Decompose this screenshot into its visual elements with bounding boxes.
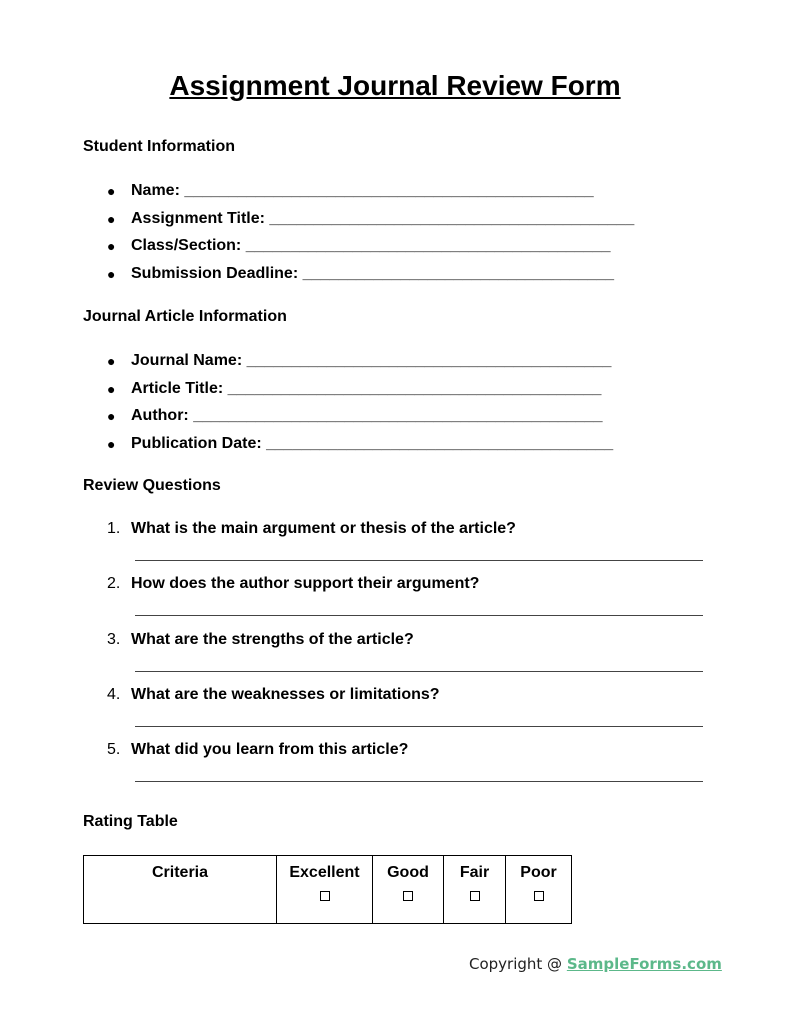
rating-column-good: Good: [373, 856, 444, 924]
student-info-heading: Student Information: [83, 138, 235, 155]
answer-line[interactable]: [135, 615, 703, 616]
bullet-icon: ●: [107, 380, 116, 397]
checkbox-icon[interactable]: [470, 891, 480, 901]
checkbox-icon[interactable]: [403, 891, 413, 901]
question-number: 2.: [107, 575, 121, 593]
answer-line[interactable]: [135, 671, 703, 672]
copyright-footer: [469, 955, 722, 973]
question-number: 5.: [107, 741, 121, 759]
bullet-icon: ●: [107, 183, 116, 199]
question-number: 4.: [107, 685, 121, 703]
bullet-icon: ●: [107, 210, 116, 227]
question-text: What are the strengths of the article?: [131, 630, 414, 648]
rating-header-row: [84, 856, 572, 924]
answer-line[interactable]: [135, 781, 703, 782]
bullet-icon: ●: [107, 408, 116, 425]
answer-line[interactable]: [135, 726, 703, 727]
rating-column-fair: Fair: [444, 856, 506, 924]
question-text: What did you learn from this article?: [131, 741, 409, 759]
journal-info-heading: Journal Article Information: [83, 308, 287, 325]
criteria-header: Criteria: [84, 856, 277, 924]
checkbox-icon[interactable]: [320, 891, 330, 901]
bullet-icon: ●: [107, 238, 116, 255]
question-text: What are the weaknesses or limitations?: [131, 685, 440, 703]
question-text: How does the author support their argument?: [131, 575, 480, 593]
bullet-icon: ●: [107, 266, 116, 283]
bullet-icon: ●: [107, 353, 116, 369]
rating-table: [83, 855, 572, 924]
question-number: 3.: [107, 630, 121, 648]
rating-column-excellent: Excellent: [277, 856, 373, 924]
answer-line[interactable]: [135, 560, 703, 561]
copyright-prefix: Copyright @: [469, 955, 567, 973]
review-questions-heading: Review Questions: [83, 477, 221, 494]
checkbox-icon[interactable]: [534, 891, 544, 901]
sampleforms-link[interactable]: SampleForms.com: [566, 955, 722, 973]
question-number: 1.: [107, 520, 121, 537]
rating-column-poor: Poor: [506, 856, 572, 924]
page-title: Assignment Journal Review Form: [169, 70, 621, 101]
question-text: What is the main argument or thesis of the article?: [131, 520, 516, 537]
bullet-icon: ●: [107, 436, 116, 453]
rating-table-heading: Rating Table: [83, 813, 178, 830]
